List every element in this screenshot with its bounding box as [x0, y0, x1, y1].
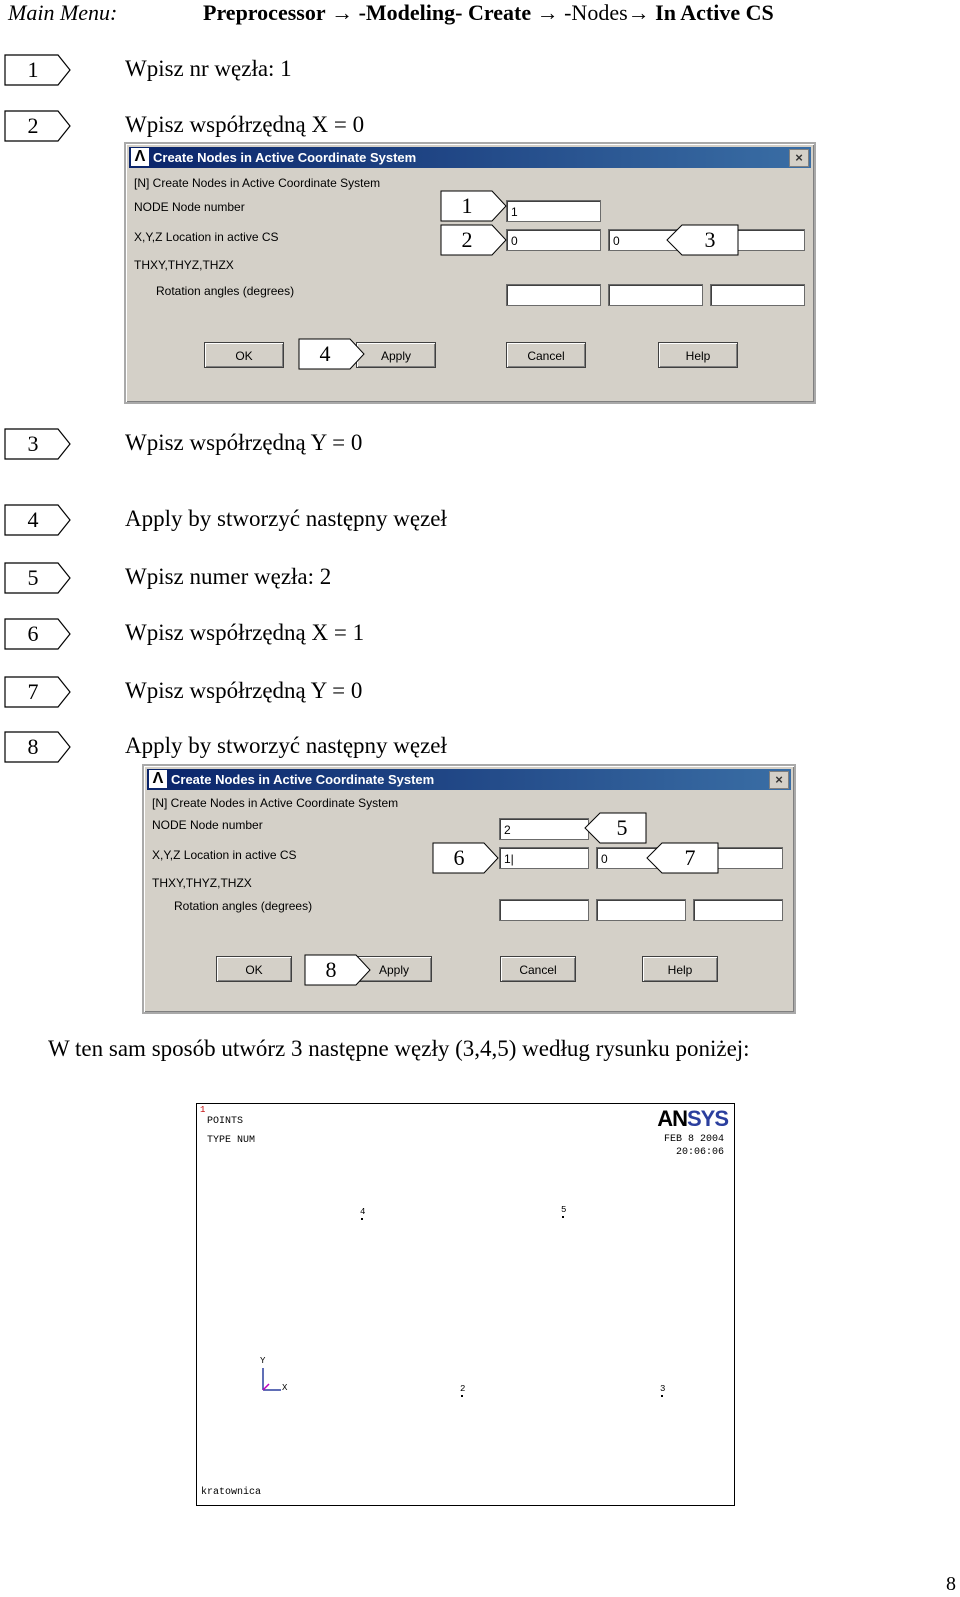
plot-date: FEB 8 2004 — [663, 1134, 724, 1145]
menu-path-in-active-cs: In Active CS — [649, 0, 774, 25]
callout-5: 5 — [584, 812, 646, 844]
step-text: Wpisz współrzędną X = 1 — [125, 620, 365, 645]
node-point-4: 4 — [360, 1207, 365, 1217]
step-tag — [4, 618, 70, 650]
callout-7: 7 — [646, 842, 718, 874]
step-tag — [4, 731, 70, 763]
rotation-angles-label: THXY,THYZ,THZX — [134, 258, 234, 272]
ansys-logo-icon: Λ — [131, 148, 149, 166]
rotation-degrees-label: Rotation angles (degrees) — [174, 899, 313, 913]
page-number: 8 — [946, 1573, 956, 1595]
rotation-degrees-label: Rotation angles (degrees) — [156, 284, 295, 298]
menu-arrow: → — [325, 0, 359, 25]
plot-footer-title: kratownica — [201, 1487, 262, 1498]
step-4 — [0, 504, 900, 540]
node-number-input[interactable]: 2 — [499, 818, 589, 840]
callout-4: 4 — [298, 338, 364, 370]
x-coordinate-input[interactable]: 0 — [506, 229, 601, 251]
main-menu-label: Main Menu: — [8, 0, 118, 25]
callout-1: 1 — [440, 190, 506, 222]
dialog-header-line: [N] Create Nodes in Active Coordinate System — [152, 796, 399, 810]
apply-button[interactable]: Apply — [356, 956, 432, 982]
step-tag — [4, 428, 70, 460]
step-tag — [4, 562, 70, 594]
step-tag — [4, 504, 70, 536]
thyz-input[interactable] — [596, 899, 686, 921]
step-5 — [0, 562, 900, 598]
ansys-plot-window — [196, 1103, 735, 1506]
menu-path-modeling: -Modeling- — [358, 0, 463, 25]
plot-time: 20:06:06 — [675, 1147, 724, 1158]
dialog-titlebar — [129, 147, 811, 168]
dialog-header-line: [N] Create Nodes in Active Coordinate System — [134, 176, 381, 190]
step-tag — [4, 110, 70, 142]
apply-button[interactable]: Apply — [356, 342, 436, 368]
cancel-button[interactable]: Cancel — [500, 956, 576, 982]
step-text: Wpisz współrzędną Y = 0 — [125, 430, 363, 455]
close-icon[interactable]: × — [769, 771, 789, 789]
summary-instruction: W ten sam sposób utwórz 3 następne węzły (3,4,5) według rysunku poniżej: — [48, 1036, 750, 1061]
node-number-input[interactable]: 1 — [506, 200, 601, 222]
step-text: Apply by stworzyć następny węzeł — [125, 506, 447, 531]
location-label: X,Y,Z Location in active CS — [134, 230, 279, 244]
step-2 — [0, 110, 900, 146]
menu-path-preprocessor: Preprocessor — [203, 0, 326, 25]
step-text: Apply by stworzyć następny węzeł — [125, 733, 447, 758]
step-number: 2 — [27, 113, 39, 138]
menu-path-nodes: -Nodes — [564, 0, 628, 25]
step-number: 8 — [27, 734, 39, 759]
callout-6: 6 — [432, 842, 498, 874]
thzx-input[interactable] — [710, 284, 805, 306]
node-point-2: 2 — [460, 1384, 465, 1394]
step-1 — [0, 54, 900, 90]
step-text: Wpisz współrzędną X = 0 — [125, 112, 365, 137]
dialog-title: Create Nodes in Active Coordinate System — [171, 772, 435, 787]
node-number-label: NODE Node number — [134, 200, 245, 214]
node-point-3: 3 — [660, 1384, 665, 1394]
step-number: 5 — [27, 565, 39, 590]
x-coordinate-input[interactable]: 1| — [499, 847, 589, 869]
ok-button[interactable]: OK — [216, 956, 292, 982]
callout-2: 2 — [440, 224, 506, 256]
step-text: Wpisz współrzędną Y = 0 — [125, 678, 363, 703]
axis-y-label: Y — [260, 1356, 266, 1366]
axis-x-label: X — [282, 1383, 288, 1393]
y-coordinate-input[interactable]: 0 — [608, 229, 703, 251]
step-number: 3 — [27, 431, 39, 456]
menu-path-create: Create — [462, 0, 532, 25]
step-8 — [0, 731, 900, 767]
callout-3: 3 — [666, 224, 738, 256]
close-icon[interactable]: × — [789, 149, 809, 167]
thxy-input[interactable] — [499, 899, 589, 921]
menu-arrow: → — [531, 0, 565, 25]
ansys-brand-logo: ANSYS — [657, 1106, 728, 1131]
help-button[interactable]: Help — [642, 956, 718, 982]
step-number: 1 — [27, 57, 39, 82]
thzx-input[interactable] — [693, 899, 783, 921]
cancel-button[interactable]: Cancel — [506, 342, 586, 368]
ok-button[interactable]: OK — [204, 342, 284, 368]
plot-window-number: 1 — [200, 1105, 206, 1115]
step-3 — [0, 428, 900, 464]
y-coordinate-input[interactable]: 0 — [596, 847, 686, 869]
menu-arrow: → — [627, 0, 650, 25]
step-text: Wpisz nr węzła: 1 — [125, 56, 292, 81]
dialog-titlebar — [147, 769, 791, 790]
step-7 — [0, 676, 900, 712]
step-text: Wpisz numer węzła: 2 — [125, 564, 332, 589]
plot-label-points: POINTS — [207, 1116, 244, 1127]
location-label: X,Y,Z Location in active CS — [152, 848, 297, 862]
create-nodes-dialog-2 — [142, 764, 796, 1014]
callout-8: 8 — [304, 954, 370, 986]
step-number: 6 — [27, 621, 39, 646]
step-6 — [0, 618, 900, 654]
node-point-5: 5 — [561, 1205, 566, 1215]
node-number-label: NODE Node number — [152, 818, 263, 832]
menu-path — [203, 0, 774, 26]
help-button[interactable]: Help — [658, 342, 738, 368]
step-number: 4 — [27, 507, 39, 532]
thyz-input[interactable] — [608, 284, 703, 306]
step-tag — [4, 54, 70, 86]
create-nodes-dialog-1 — [124, 142, 816, 404]
thxy-input[interactable] — [506, 284, 601, 306]
step-tag — [4, 676, 70, 708]
ansys-logo-icon: Λ — [149, 770, 167, 788]
dialog-title: Create Nodes in Active Coordinate System — [153, 150, 417, 165]
plot-label-type-num: TYPE NUM — [207, 1135, 256, 1146]
step-number: 7 — [27, 679, 39, 704]
rotation-angles-label: THXY,THYZ,THZX — [152, 876, 252, 890]
